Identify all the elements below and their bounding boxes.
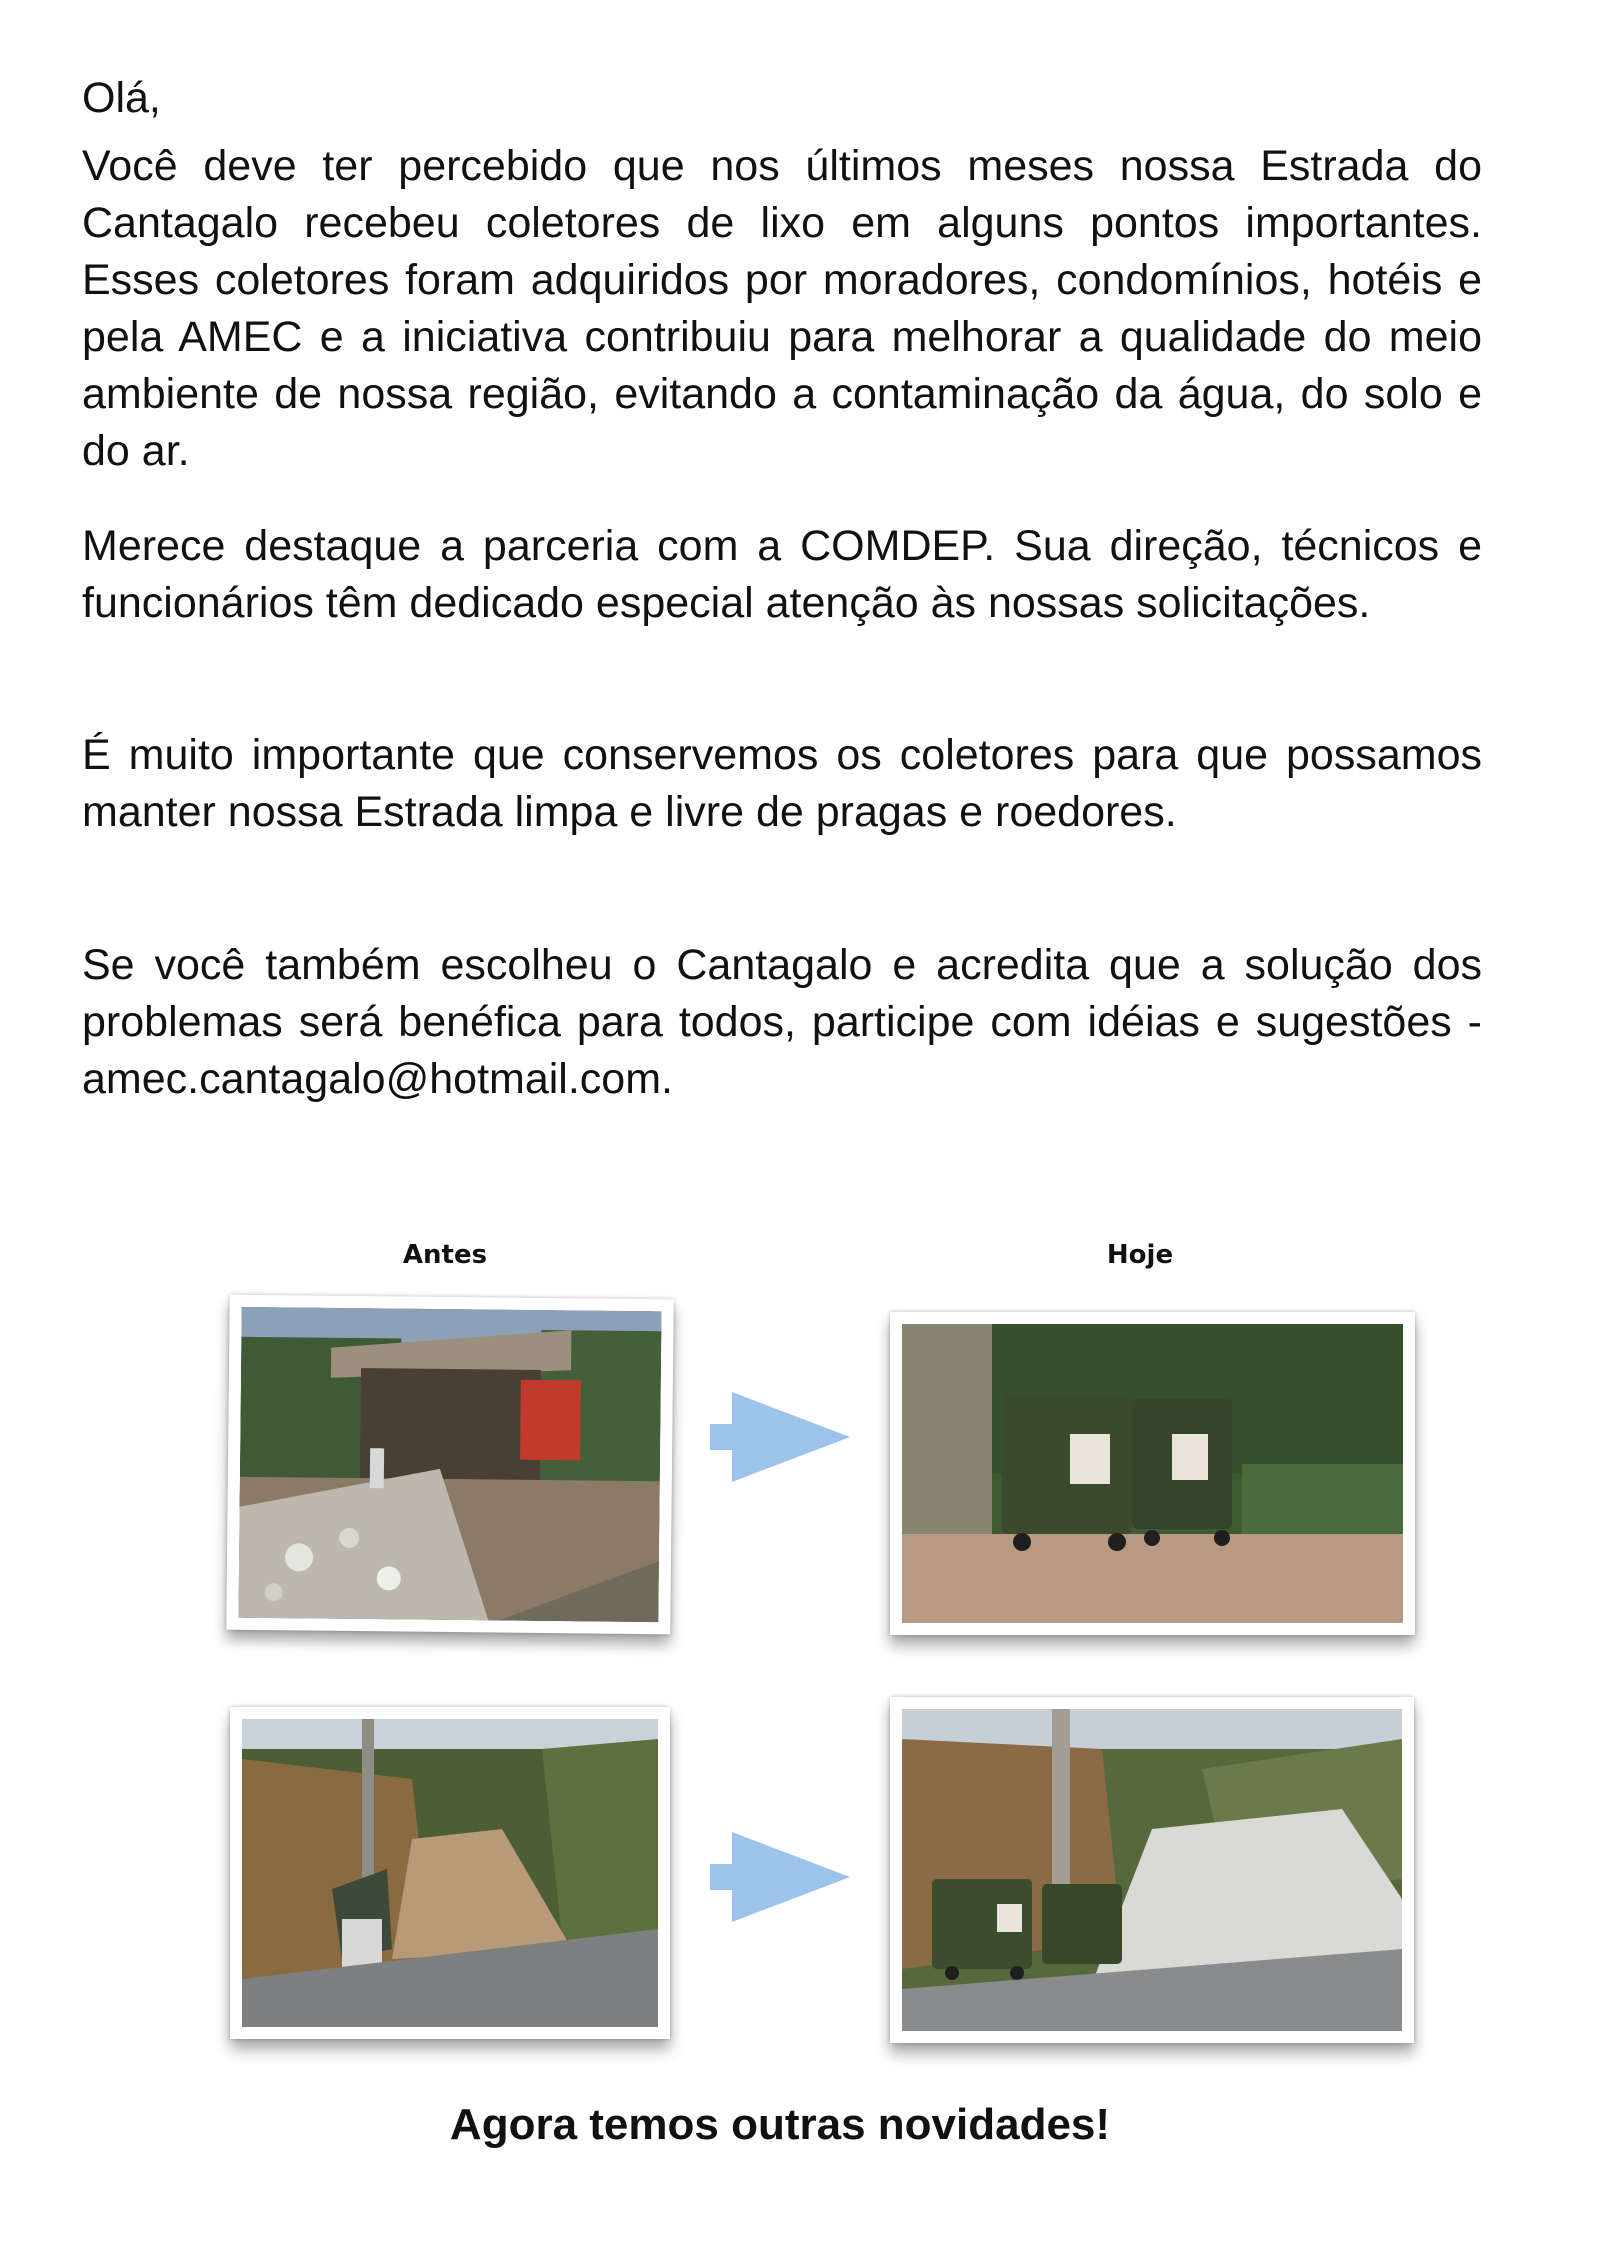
- photo-before-dirt-road-image: [242, 1719, 658, 2027]
- photo-today-dumpsters-image: [902, 1324, 1403, 1623]
- photo-today-paved-road-image: [902, 1709, 1402, 2031]
- arrow-right-icon: [710, 1832, 850, 1922]
- paragraph-conserve: É muito importante que conservemos os coletores para que possamos manter nossa Estrada limpa e livre de pragas e roedores.: [82, 731, 1482, 836]
- arrow-right-icon: [710, 1392, 850, 1482]
- label-before: Antes: [402, 1240, 488, 1270]
- photo-before-dirt-road: [230, 1707, 670, 2039]
- label-today: Hoje: [1106, 1240, 1174, 1270]
- greeting: Olá,: [82, 74, 161, 122]
- paragraph-comdep: Merece destaque a parceria com a COMDEP. Sua direção, técnicos e funcionários têm dedicado especial atenção às nossas solicitações.: [82, 522, 1482, 627]
- photo-today-dumpsters: [890, 1312, 1415, 1635]
- photo-today-paved-road: [890, 1697, 1414, 2043]
- photo-before-shed-image: [238, 1307, 661, 1622]
- paragraph-collectors: Você deve ter percebido que nos últimos meses nossa Estrada do Cantagalo recebeu coletores de lixo em alguns pontos importantes. Esses coletores foram adquiridos por moradores, condomínios, hotéis e pela AMEC e a iniciativa contribuiu para melhorar a qualidade do meio ambiente de nossa região, evitando a contaminação da água, do solo e do ar.: [82, 142, 1482, 475]
- paragraph-participate: Se você também escolheu o Cantagalo e acredita que a solução dos problemas será benéfica para todos, participe com idéias e sugestões - amec.cantagalo@hotmail.com.: [82, 941, 1482, 1103]
- footer-title: Agora temos outras novidades!: [449, 2100, 1111, 2149]
- photo-before-shed: [226, 1295, 673, 1635]
